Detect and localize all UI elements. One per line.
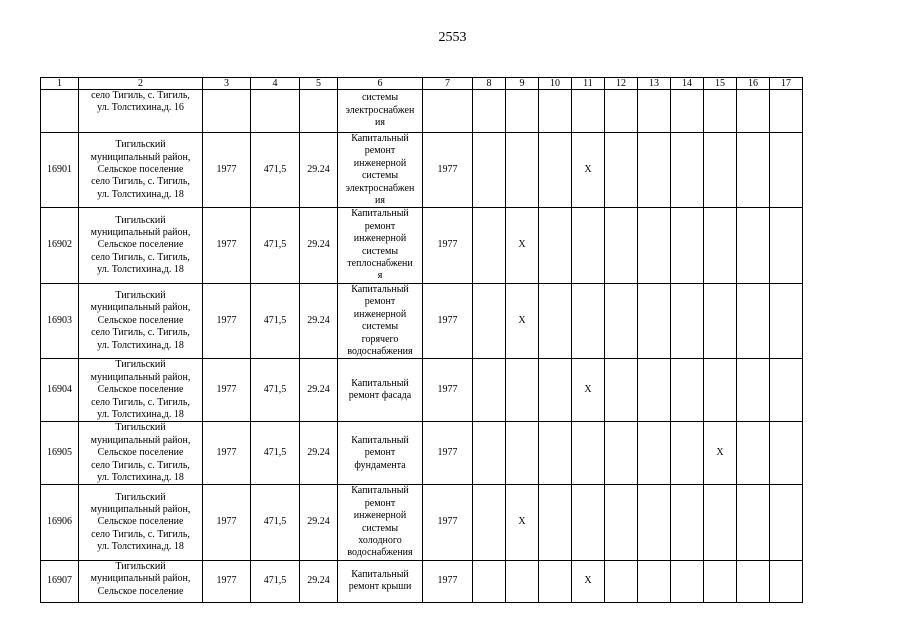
cell-area <box>251 90 300 133</box>
cell-year-2: 1977 <box>423 422 473 485</box>
cell-col-15 <box>704 208 737 283</box>
cell-col-17 <box>770 359 803 422</box>
column-header-2: 2 <box>79 78 203 90</box>
cell-col-16 <box>737 485 770 560</box>
cell-percent: 29.24 <box>300 485 338 560</box>
cell-col-9 <box>506 90 539 133</box>
cell-col-12 <box>605 422 638 485</box>
cell-col-8 <box>473 283 506 358</box>
cell-area: 471,5 <box>251 208 300 283</box>
cell-col-11: X <box>572 133 605 208</box>
cell-col-10 <box>539 422 572 485</box>
cell-year: 1977 <box>203 208 251 283</box>
cell-year-2: 1977 <box>423 208 473 283</box>
cell-col-13 <box>638 560 671 602</box>
cell-area: 471,5 <box>251 133 300 208</box>
cell-area: 471,5 <box>251 283 300 358</box>
cell-col-16 <box>737 359 770 422</box>
cell-col-12 <box>605 133 638 208</box>
cell-area: 471,5 <box>251 485 300 560</box>
cell-col-17 <box>770 208 803 283</box>
column-header-10: 10 <box>539 78 572 90</box>
column-header-3: 3 <box>203 78 251 90</box>
cell-id: 16901 <box>41 133 79 208</box>
cell-percent: 29.24 <box>300 208 338 283</box>
cell-id: 16903 <box>41 283 79 358</box>
column-header-14: 14 <box>671 78 704 90</box>
cell-percent: 29.24 <box>300 560 338 602</box>
cell-id: 16905 <box>41 422 79 485</box>
cell-col-16 <box>737 283 770 358</box>
cell-col-14 <box>671 208 704 283</box>
cell-col-9 <box>506 359 539 422</box>
cell-id: 16906 <box>41 485 79 560</box>
table-row <box>41 485 803 560</box>
cell-col-14 <box>671 90 704 133</box>
cell-year-2: 1977 <box>423 133 473 208</box>
cell-col-17 <box>770 283 803 358</box>
cell-col-12 <box>605 90 638 133</box>
column-header-15: 15 <box>704 78 737 90</box>
column-header-6: 6 <box>338 78 423 90</box>
capital-repair-table <box>40 77 803 603</box>
cell-col-13 <box>638 359 671 422</box>
cell-percent: 29.24 <box>300 359 338 422</box>
cell-col-17 <box>770 90 803 133</box>
cell-year: 1977 <box>203 485 251 560</box>
cell-area: 471,5 <box>251 422 300 485</box>
cell-col-15 <box>704 560 737 602</box>
cell-col-9 <box>506 133 539 208</box>
cell-address: Тигильский муниципальный район, Сельское поселение село Тигиль, с. Тигиль, ул. Толстихина,д. 18 <box>79 283 203 358</box>
cell-percent: 29.24 <box>300 133 338 208</box>
table-row <box>41 208 803 283</box>
cell-col-13 <box>638 283 671 358</box>
cell-col-13 <box>638 90 671 133</box>
table-row <box>41 283 803 358</box>
cell-work-type: Капитальный ремонт инженерной системы теплоснабжени я <box>338 208 423 283</box>
cell-col-13 <box>638 133 671 208</box>
cell-work-type: системы электроснабжен ия <box>338 90 423 133</box>
cell-year-2: 1977 <box>423 560 473 602</box>
cell-work-type: Капитальный ремонт инженерной системы холодного водоснабжения <box>338 485 423 560</box>
table-row <box>41 133 803 208</box>
column-header-9: 9 <box>506 78 539 90</box>
cell-col-12 <box>605 359 638 422</box>
cell-year <box>203 90 251 133</box>
cell-area: 471,5 <box>251 560 300 602</box>
cell-address: Тигильский муниципальный район, Сельское поселение <box>79 560 203 602</box>
cell-col-11 <box>572 283 605 358</box>
cell-col-16 <box>737 90 770 133</box>
cell-col-13 <box>638 208 671 283</box>
cell-year: 1977 <box>203 422 251 485</box>
cell-percent: 29.24 <box>300 422 338 485</box>
cell-col-14 <box>671 283 704 358</box>
cell-col-10 <box>539 359 572 422</box>
cell-col-14 <box>671 359 704 422</box>
column-header-17: 17 <box>770 78 803 90</box>
cell-address: село Тигиль, с. Тигиль, ул. Толстихина,д. 16 <box>79 90 203 133</box>
cell-col-14 <box>671 485 704 560</box>
cell-col-12 <box>605 485 638 560</box>
cell-col-8 <box>473 560 506 602</box>
cell-col-9 <box>506 422 539 485</box>
cell-col-15 <box>704 283 737 358</box>
cell-year-2: 1977 <box>423 283 473 358</box>
cell-col-11: X <box>572 359 605 422</box>
cell-col-12 <box>605 208 638 283</box>
table-row <box>41 359 803 422</box>
cell-col-8 <box>473 133 506 208</box>
table-row <box>41 90 803 133</box>
cell-col-14 <box>671 422 704 485</box>
cell-col-11 <box>572 208 605 283</box>
table-row <box>41 560 803 602</box>
cell-col-9: X <box>506 485 539 560</box>
cell-address: Тигильский муниципальный район, Сельское поселение село Тигиль, с. Тигиль, ул. Толстихина,д. 18 <box>79 208 203 283</box>
cell-col-17 <box>770 485 803 560</box>
cell-col-16 <box>737 133 770 208</box>
column-header-12: 12 <box>605 78 638 90</box>
cell-year-2: 1977 <box>423 359 473 422</box>
cell-col-8 <box>473 485 506 560</box>
cell-id: 16902 <box>41 208 79 283</box>
column-header-16: 16 <box>737 78 770 90</box>
column-header-8: 8 <box>473 78 506 90</box>
cell-year: 1977 <box>203 359 251 422</box>
cell-address: Тигильский муниципальный район, Сельское поселение село Тигиль, с. Тигиль, ул. Толстихина,д. 18 <box>79 485 203 560</box>
cell-col-17 <box>770 560 803 602</box>
cell-col-10 <box>539 560 572 602</box>
cell-col-9: X <box>506 283 539 358</box>
cell-col-10 <box>539 90 572 133</box>
cell-col-13 <box>638 422 671 485</box>
cell-col-8 <box>473 422 506 485</box>
cell-col-16 <box>737 560 770 602</box>
column-header-1: 1 <box>41 78 79 90</box>
cell-col-13 <box>638 485 671 560</box>
cell-year: 1977 <box>203 283 251 358</box>
column-header-5: 5 <box>300 78 338 90</box>
cell-col-10 <box>539 485 572 560</box>
header-row <box>41 78 803 90</box>
cell-percent <box>300 90 338 133</box>
cell-col-11 <box>572 422 605 485</box>
column-header-7: 7 <box>423 78 473 90</box>
cell-id <box>41 90 79 133</box>
cell-col-9 <box>506 560 539 602</box>
cell-col-10 <box>539 208 572 283</box>
cell-col-12 <box>605 283 638 358</box>
cell-year-2 <box>423 90 473 133</box>
cell-col-12 <box>605 560 638 602</box>
column-header-11: 11 <box>572 78 605 90</box>
column-header-13: 13 <box>638 78 671 90</box>
table-row <box>41 422 803 485</box>
cell-col-17 <box>770 133 803 208</box>
cell-col-8 <box>473 208 506 283</box>
cell-work-type: Капитальный ремонт инженерной системы электроснабжен ия <box>338 133 423 208</box>
cell-col-11 <box>572 485 605 560</box>
cell-col-8 <box>473 90 506 133</box>
cell-year: 1977 <box>203 560 251 602</box>
cell-year-2: 1977 <box>423 485 473 560</box>
cell-col-10 <box>539 133 572 208</box>
cell-col-11 <box>572 90 605 133</box>
cell-area: 471,5 <box>251 359 300 422</box>
cell-address: Тигильский муниципальный район, Сельское поселение село Тигиль, с. Тигиль, ул. Толстихина,д. 18 <box>79 359 203 422</box>
cell-col-15 <box>704 133 737 208</box>
cell-work-type: Капитальный ремонт инженерной системы горячего водоснабжения <box>338 283 423 358</box>
cell-percent: 29.24 <box>300 283 338 358</box>
cell-col-16 <box>737 422 770 485</box>
cell-col-16 <box>737 208 770 283</box>
cell-col-9: X <box>506 208 539 283</box>
cell-col-10 <box>539 283 572 358</box>
cell-col-17 <box>770 422 803 485</box>
cell-id: 16907 <box>41 560 79 602</box>
cell-col-15: X <box>704 422 737 485</box>
cell-year: 1977 <box>203 133 251 208</box>
cell-col-14 <box>671 560 704 602</box>
cell-col-8 <box>473 359 506 422</box>
cell-address: Тигильский муниципальный район, Сельское поселение село Тигиль, с. Тигиль, ул. Толстихина,д. 18 <box>79 133 203 208</box>
cell-col-15 <box>704 90 737 133</box>
cell-col-14 <box>671 133 704 208</box>
cell-work-type: Капитальный ремонт фасада <box>338 359 423 422</box>
cell-col-11: X <box>572 560 605 602</box>
cell-col-15 <box>704 359 737 422</box>
cell-work-type: Капитальный ремонт крыши <box>338 560 423 602</box>
cell-work-type: Капитальный ремонт фундамента <box>338 422 423 485</box>
column-header-4: 4 <box>251 78 300 90</box>
cell-col-15 <box>704 485 737 560</box>
cell-address: Тигильский муниципальный район, Сельское поселение село Тигиль, с. Тигиль, ул. Толстихина,д. 18 <box>79 422 203 485</box>
cell-id: 16904 <box>41 359 79 422</box>
page-number: 2553 <box>438 30 467 45</box>
